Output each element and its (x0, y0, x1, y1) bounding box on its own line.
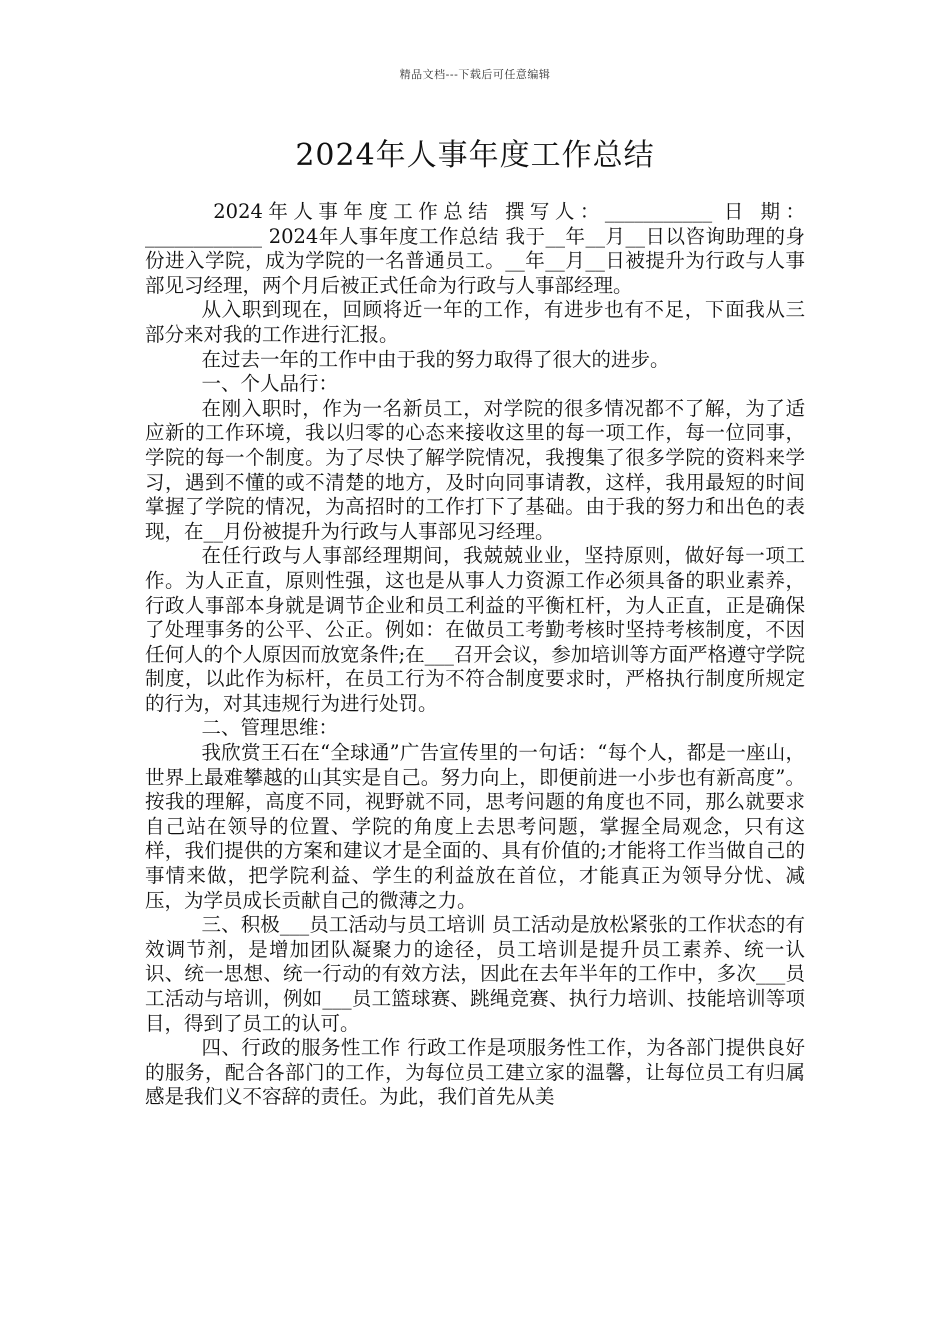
paragraph: 在刚入职时，作为一名新员工，对学院的很多情况都不了解，为了适应新的工作环境，我以归零的心态来接收这里的每一项工作，每一位同事，学院的每一个制度。为了尽快了解学院情况，我搜集了很多学院的资料来学习，遇到不懂的或不清楚的地方，及时向同事请教，这样，我用最短的时间掌握了学院的情况，为高招时的工作打下了基础。由于我的努力和出色的表现，在__月份被提升为行政与人事部见习经理。 (145, 396, 805, 543)
document-body (145, 200, 805, 1110)
paragraph: 在任行政与人事部经理期间，我兢兢业业，坚持原则，做好每一项工作。为人正直，原则性强，这也是从事人力资源工作必须具备的职业素养，行政人事部本身就是调节企业和员工利益的平衡杠杆，为人正直，正是确保了处理事务的公平、公正。例如：在做员工考勤考核时坚持考核制度，不因任何人的个人原因而放宽条件;在___召开会议，参加培训等方面严格遵守学院制度，以此作为标杆，在员工行为不符合制度要求时，严格执行制度所规定的行为，对其违规行为进行处罚。 (145, 544, 805, 715)
section-heading-management-thinking: 二、管理思维： (201, 716, 339, 740)
paragraph-intro: 2024年人事年度工作总结 撰写人：___________ 日 期：____________ 2024年人事年度工作总结 我于__年__月__日以咨询助理的身份进入学院，成为学院的一名普通员工。__年__月__日被提升为行政与人事部见习经理，两个月后被正式任命为行政与人事部经理。 (145, 200, 805, 297)
paragraph-section-three: 三、积极___员工活动与员工培训 员工活动是放松紧张的工作状态的有效调节剂，是增加团队凝聚力的途径，员工培训是提升员工素养、统一认识、统一思想、统一行动的有效方法，因此在去年半年的工作中，多次___员工活动与培训，例如___员工篮球赛、跳绳竞赛、执行力培训、技能培训等项目，得到了员工的认可。 (145, 913, 805, 1035)
section-heading-personal-conduct: 一、个人品行： (201, 372, 339, 396)
paragraph: 我欣赏王石在“全球通”广告宣传里的一句话：“每个人，都是一座山，世界上最难攀越的山其实是自己。努力向上，即便前进一小步也有新高度”。按我的理解，高度不同，视野就不同，思考问题的角度也不同，那么就要求自己站在领导的位置、学院的角度上去思考问题，掌握全局观念，只有这样，我们提供的方案和建议才是全面的、具有价值的;才能将工作当做自己的事情来做，把学院利益、学生的利益放在首位，才能真正为领导分忧、减压，为学员成长贡献自己的微薄之力。 (145, 741, 805, 912)
paragraph: 在过去一年的工作中由于我的努力取得了很大的进步。 (201, 347, 670, 371)
paragraph-section-four: 四、行政的服务性工作 行政工作是项服务性工作，为各部门提供良好的服务，配合各部门的工作，为每位员工建立家的温馨，让每位员工有归属感是我们义不容辞的责任。为此，我们首先从美 (145, 1036, 805, 1109)
document-title: 2024年人事年度工作总结 (295, 138, 655, 173)
header-note: 精品文档---下载后可任意编辑 (399, 68, 551, 81)
paragraph: 从入职到现在，回顾将近一年的工作，有进步也有不足，下面我从三部分来对我的工作进行汇报。 (145, 298, 805, 346)
